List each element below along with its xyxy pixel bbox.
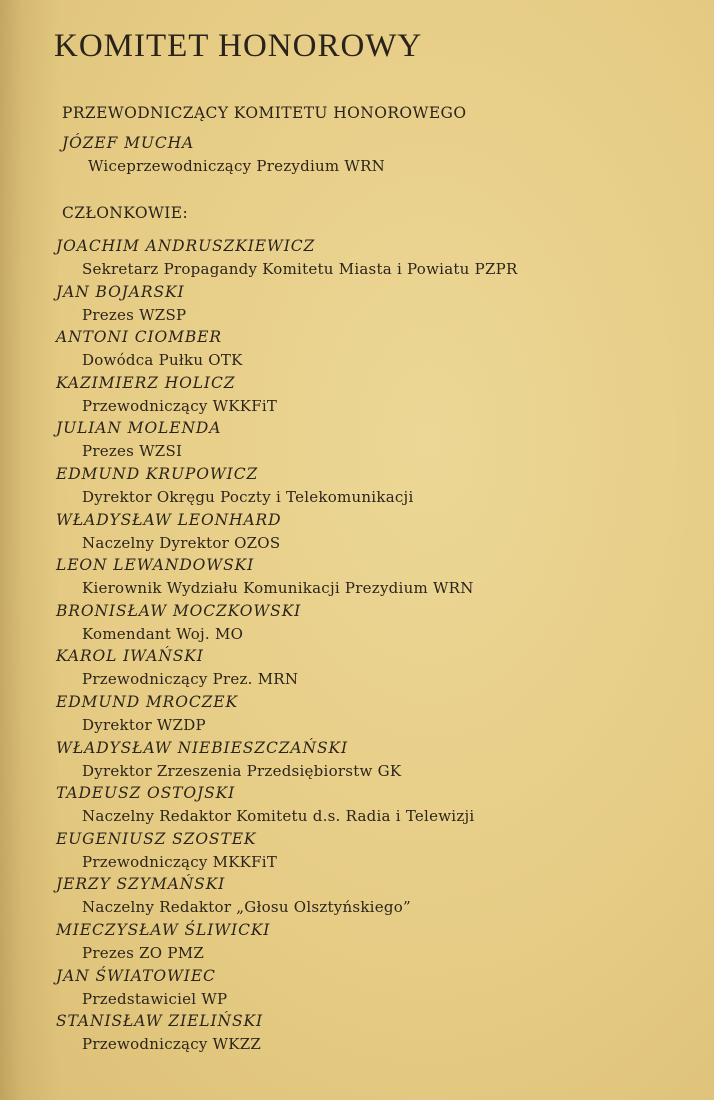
member-role: Naczelny Redaktor Komitetu d.s. Radia i Telewizji xyxy=(82,807,475,826)
chair-entry xyxy=(62,132,385,177)
member-entry xyxy=(56,281,696,327)
member-role: Przewodniczący MKKFiT xyxy=(82,852,278,871)
member-role: Naczelny Dyrektor OZOS xyxy=(82,533,281,552)
member-name: WŁADYSŁAW NIEBIESZCZAŃSKI xyxy=(56,738,348,757)
member-name: MIECZYSŁAW ŚLIWICKI xyxy=(56,920,271,939)
member-entry xyxy=(56,965,696,1011)
member-role: Przewodniczący Prez. MRN xyxy=(82,670,299,689)
member-entry xyxy=(56,873,696,919)
member-name: STANISŁAW ZIELIŃSKI xyxy=(56,1012,264,1031)
member-role: Dowódca Pułku OTK xyxy=(82,351,243,370)
member-entry xyxy=(56,828,696,874)
member-name: ANTONI CIOMBER xyxy=(56,328,222,347)
member-entry xyxy=(56,600,696,646)
member-entry xyxy=(56,554,696,600)
member-role: Dyrektor Zrzeszenia Przedsiębiorstw GK xyxy=(82,761,402,780)
chair-role: Wiceprzewodniczący Prezydium WRN xyxy=(88,157,386,175)
member-name: EDMUND KRUPOWICZ xyxy=(56,464,259,483)
member-role: Dyrektor Okręgu Poczty i Telekomunikacji xyxy=(82,487,414,506)
member-entry xyxy=(56,326,696,372)
chair-name: JÓZEF MUCHA xyxy=(62,134,195,152)
member-name: KAROL IWAŃSKI xyxy=(56,647,204,666)
member-name: JAN ŚWIATOWIEC xyxy=(56,966,216,985)
member-name: KAZIMIERZ HOLICZ xyxy=(56,373,236,392)
member-name: JERZY SZYMAŃSKI xyxy=(56,875,226,894)
member-entry xyxy=(56,645,696,691)
member-entry xyxy=(56,509,696,555)
member-entry xyxy=(56,919,696,965)
member-name: EUGENIUSZ SZOSTEK xyxy=(56,829,257,848)
member-role: Dyrektor WZDP xyxy=(82,715,206,734)
member-entry xyxy=(56,417,696,463)
member-role: Prezes ZO PMZ xyxy=(82,943,204,962)
member-role: Przedstawiciel WP xyxy=(82,989,228,1008)
members-heading: CZŁONKOWIE: xyxy=(62,204,189,222)
member-entry xyxy=(56,235,696,281)
member-name: JULIAN MOLENDA xyxy=(56,419,222,438)
member-entry xyxy=(56,691,696,737)
member-role: Komendant Woj. MO xyxy=(82,624,244,643)
member-name: BRONISŁAW MOCZKOWSKI xyxy=(56,601,302,620)
member-role: Przewodniczący WKZZ xyxy=(82,1035,262,1054)
member-role: Sekretarz Propagandy Komitetu Miasta i Powiatu PZPR xyxy=(82,260,518,278)
member-role: Przewodniczący WKKFiT xyxy=(82,396,278,415)
member-name: LEON LEWANDOWSKI xyxy=(56,556,255,575)
page-title: KOMITET HONOROWY xyxy=(54,28,423,64)
member-name: JAN BOJARSKI xyxy=(56,282,185,301)
member-entry xyxy=(56,782,696,828)
member-name: TADEUSZ OSTOJSKI xyxy=(56,784,236,803)
member-entry xyxy=(56,737,696,783)
chair-heading: PRZEWODNICZĄCY KOMITETU HONOROWEGO xyxy=(62,104,467,122)
members-list xyxy=(56,235,696,1056)
member-role: Prezes WZSP xyxy=(82,305,187,324)
member-role: Prezes WZSI xyxy=(82,442,183,461)
member-role: Kierownik Wydziału Komunikacji Prezydium WRN xyxy=(82,579,474,598)
member-name: EDMUND MROCZEK xyxy=(56,692,238,711)
member-entry xyxy=(56,463,696,509)
member-entry xyxy=(56,1010,696,1056)
member-role: Naczelny Redaktor „Głosu Olsztyńskiego” xyxy=(82,898,411,917)
member-entry xyxy=(56,372,696,418)
member-name: WŁADYSŁAW LEONHARD xyxy=(56,510,282,529)
member-name: JOACHIM ANDRUSZKIEWICZ xyxy=(56,237,316,255)
